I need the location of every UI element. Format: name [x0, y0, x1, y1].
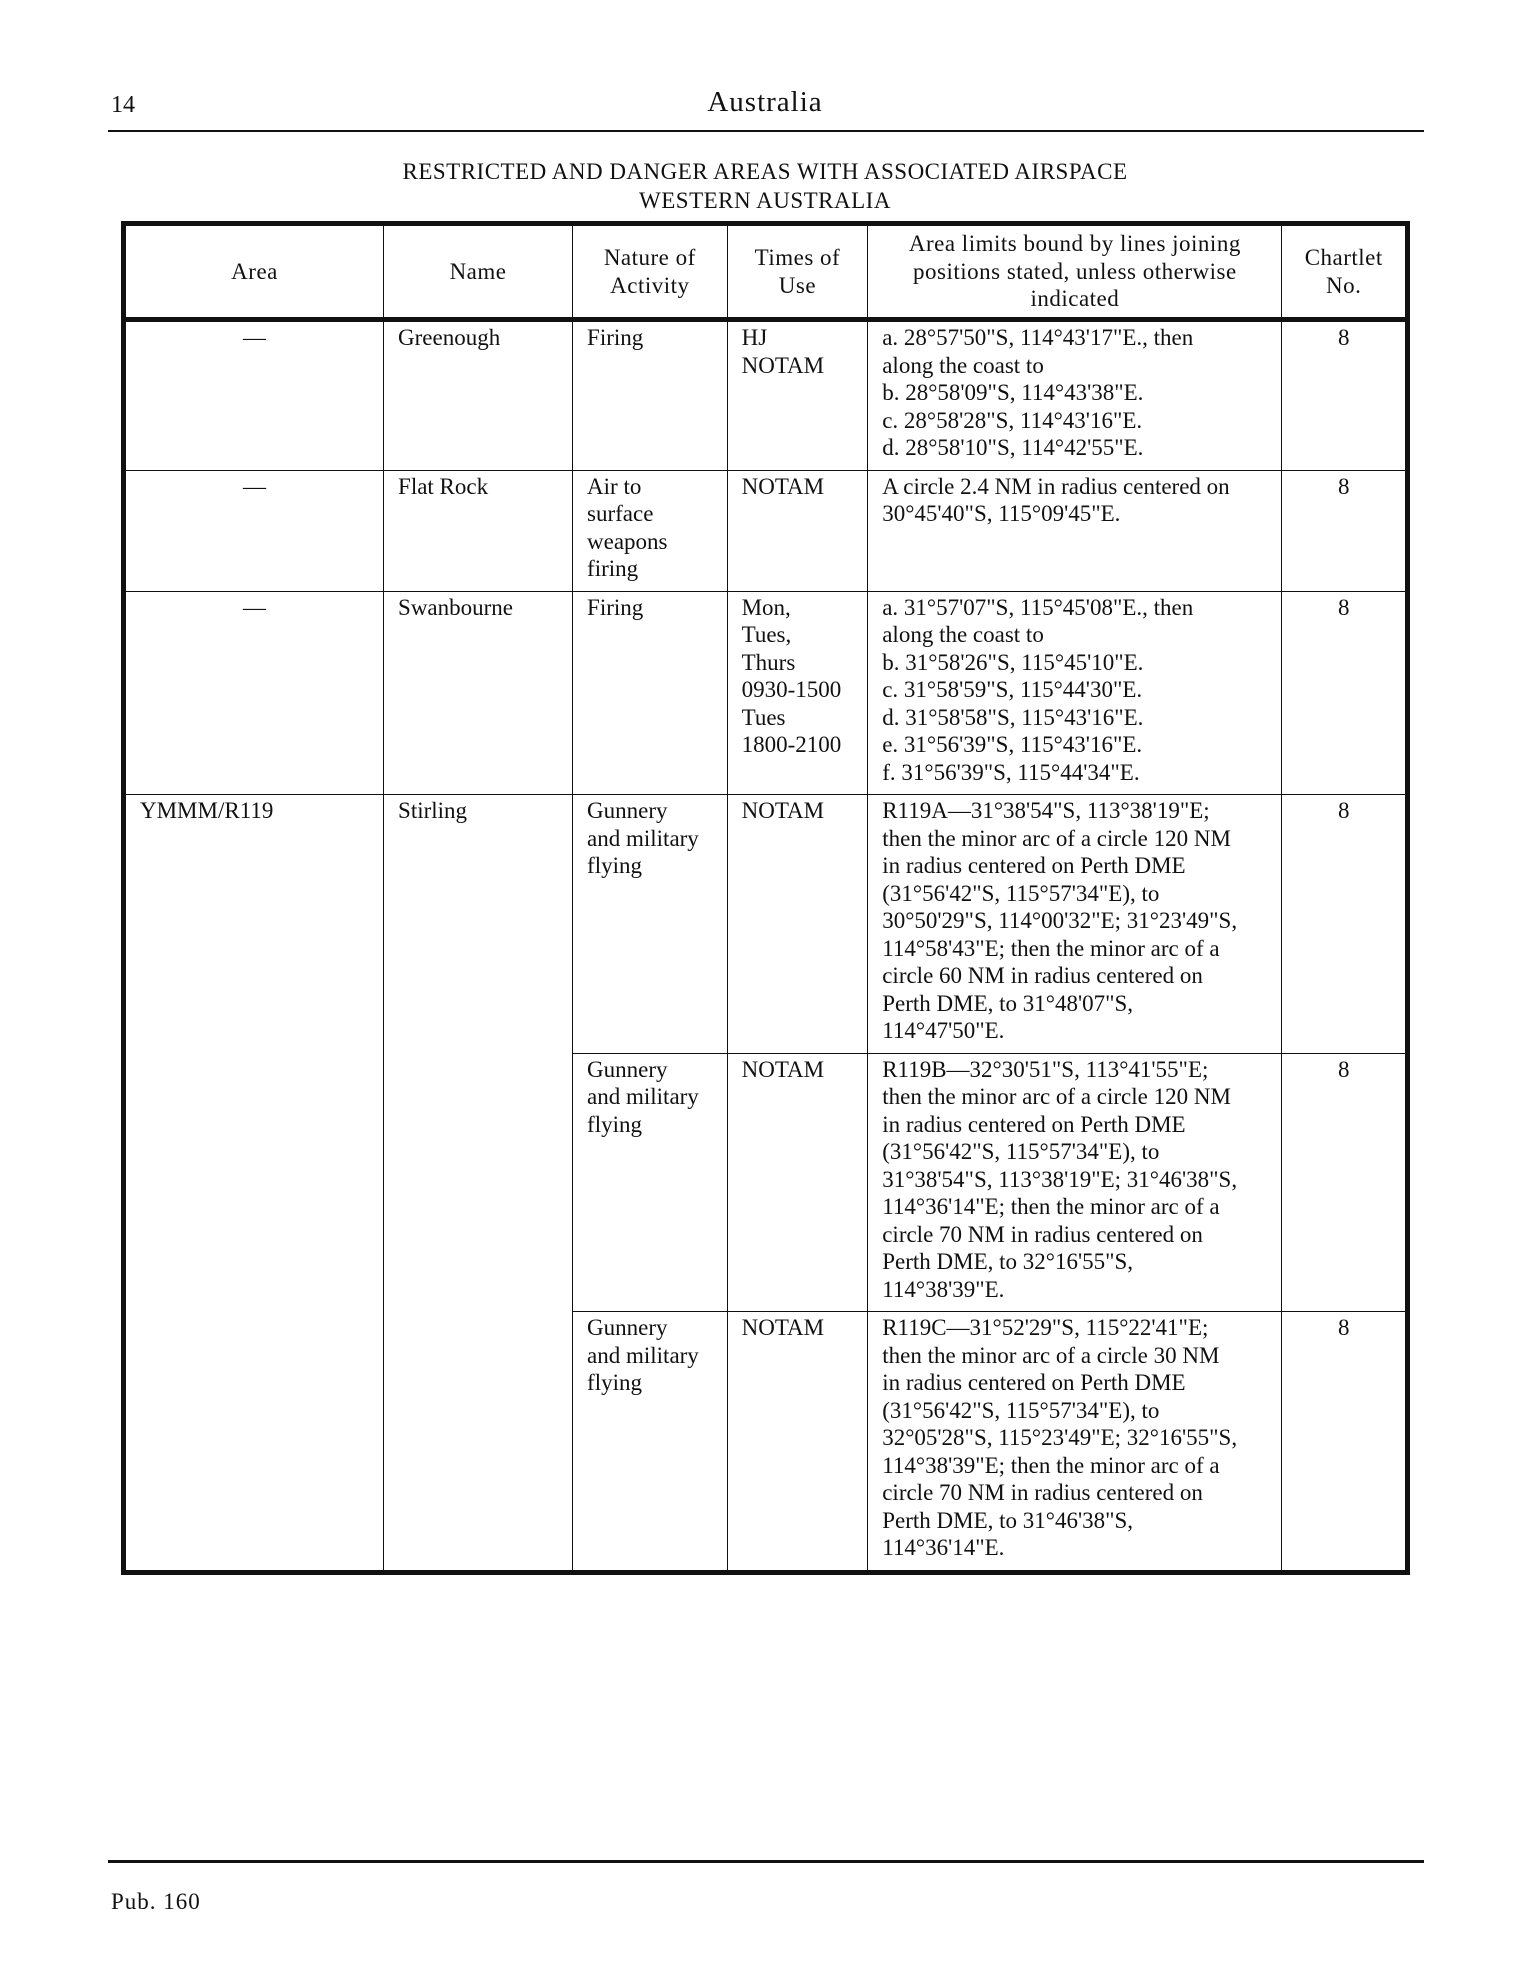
table-header-row: [124, 224, 1408, 320]
cell-times: NOTAM: [727, 1053, 868, 1312]
cell-limits: R119A—31°38'54"S, 113°38'19"E; then the minor arc of a circle 120 NM in radius centered on Perth DME (31°56'42"S, 115°57'34"E), to 30°50'29"S, 114°00'32"E; 31°23'49"S, 114°58'43"E; then the minor arc of a circle 60 NM in radius centered on Perth DME, to 31°48'07"S, 114°47'50"E.: [868, 795, 1282, 1054]
restricted-areas-table: [121, 221, 1410, 1575]
cell-limits: A circle 2.4 NM in radius centered on 30°45'40"S, 115°09'45"E.: [868, 470, 1282, 591]
page-number: 14: [111, 92, 135, 118]
cell-times: NOTAM: [727, 1312, 868, 1573]
page-title: Australia: [707, 86, 823, 118]
cell-area: —: [124, 470, 384, 591]
cell-chartlet: 8: [1282, 591, 1408, 795]
cell-nature: Air to surface weapons firing: [573, 470, 728, 591]
cell-nature: Firing: [573, 591, 728, 795]
cell-limits: R119C—31°52'29"S, 115°22'41"E; then the minor arc of a circle 30 NM in radius centered on Perth DME (31°56'42"S, 115°57'34"E), to 32°05'28"S, 115°23'49"E; 32°16'55"S, 114°38'39"E; then the minor arc of a circle 70 NM in radius centered on Perth DME, to 31°46'38"S, 114°36'14"E.: [868, 1312, 1282, 1573]
cell-chartlet: 8: [1282, 1312, 1408, 1573]
table-row: [124, 591, 1408, 795]
cell-limits: R119B—32°30'51"S, 113°41'55"E; then the minor arc of a circle 120 NM in radius centered on Perth DME (31°56'42"S, 115°57'34"E), to 31°38'54"S, 113°38'19"E; 31°46'38"S, 114°36'14"E; then the minor arc of a circle 70 NM in radius centered on Perth DME, to 32°16'55"S, 114°38'39"E.: [868, 1053, 1282, 1312]
cell-name: Stirling: [384, 795, 573, 1573]
header-divider: [108, 130, 1424, 132]
cell-area: —: [124, 591, 384, 795]
table-row: [124, 795, 1408, 1054]
cell-chartlet: 8: [1282, 1053, 1408, 1312]
cell-name: Swanbourne: [384, 591, 573, 795]
cell-area: —: [124, 320, 384, 471]
table-row: [124, 320, 1408, 471]
cell-chartlet: 8: [1282, 320, 1408, 471]
cell-times: NOTAM: [727, 470, 868, 591]
cell-area: YMMM/R119: [124, 795, 384, 1573]
cell-times: NOTAM: [727, 795, 868, 1054]
header-area: Area: [124, 224, 384, 320]
cell-nature: Gunnery and military flying: [573, 1312, 728, 1573]
cell-name: Greenough: [384, 320, 573, 471]
cell-limits: a. 28°57'50"S, 114°43'17"E., then along the coast to b. 28°58'09"S, 114°43'38"E. c. 28°58'28"S, 114°43'16"E. d. 28°58'10"S, 114°42'55"E.: [868, 320, 1282, 471]
header-times: Times of Use: [727, 224, 868, 320]
cell-nature: Gunnery and military flying: [573, 1053, 728, 1312]
header-name: Name: [384, 224, 573, 320]
header-limits: Area limits bound by lines joining positions stated, unless otherwise indicated: [868, 224, 1282, 320]
cell-times: Mon, Tues, Thurs 0930-1500 Tues 1800-2100: [727, 591, 868, 795]
cell-name: Flat Rock: [384, 470, 573, 591]
header-chartlet: Chartlet No.: [1282, 224, 1408, 320]
table-title-line: WESTERN AUSTRALIA: [639, 188, 891, 213]
cell-limits: a. 31°57'07"S, 115°45'08"E., then along the coast to b. 31°58'26"S, 115°45'10"E. c. 31°58'59"S, 115°44'30"E. d. 31°58'58"S, 115°43'16"E. e. 31°56'39"S, 115°43'16"E. f. 31°56'39"S, 115°44'34"E.: [868, 591, 1282, 795]
header-nature: Nature of Activity: [573, 224, 728, 320]
publication-number: Pub. 160: [111, 1889, 201, 1914]
cell-times: HJ NOTAM: [727, 320, 868, 471]
cell-chartlet: 8: [1282, 795, 1408, 1054]
cell-chartlet: 8: [1282, 470, 1408, 591]
table-title: [0, 157, 1530, 215]
cell-nature: Firing: [573, 320, 728, 471]
table-row: [124, 470, 1408, 591]
table-title-line: RESTRICTED AND DANGER AREAS WITH ASSOCIATED AIRSPACE: [402, 159, 1128, 184]
cell-nature: Gunnery and military flying: [573, 795, 728, 1054]
footer-divider: [108, 1860, 1424, 1863]
